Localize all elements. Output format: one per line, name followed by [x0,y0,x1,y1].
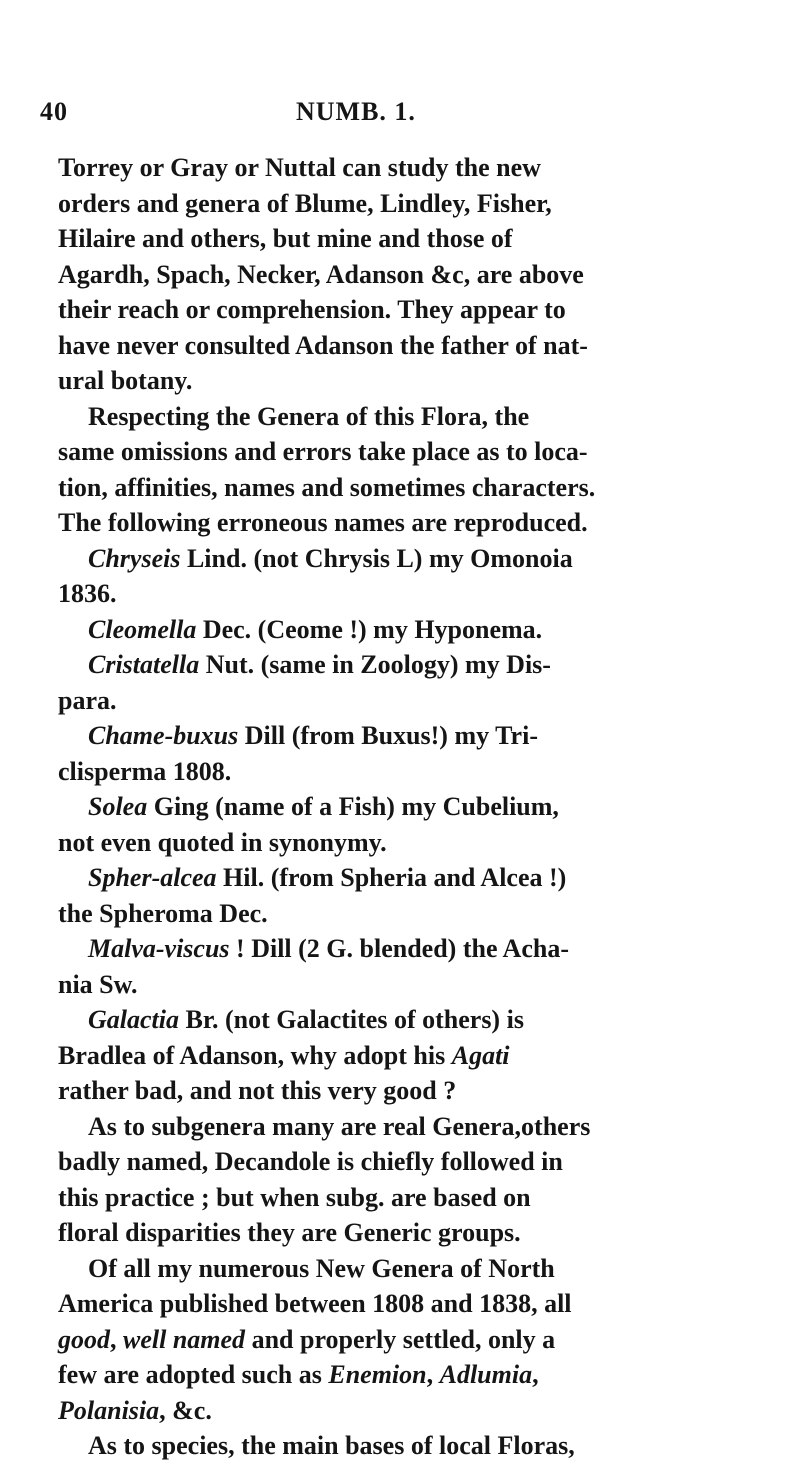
text-line [58,1109,718,1145]
text-segment: have never consulted Adanson the father of nat- [58,330,588,360]
text-line [58,931,718,967]
text-line [58,1180,718,1216]
text-segment: , [110,1324,123,1354]
text-line [58,1428,718,1464]
text-segment: orders and genera of Blume, Lindley, Fisher, [58,188,552,218]
text-segment: Lind. (not Chrysis L) my Omonoia [180,543,573,573]
italic-text: Cleomella [88,614,197,644]
italic-text: Chryseis [88,543,181,573]
italic-text: Galactia [88,1005,179,1034]
text-segment: Hilaire and others, but mine and those of [58,224,513,253]
italic-text: well named [123,1324,246,1354]
text-line [58,789,718,825]
text-line [58,683,718,719]
text-line [58,541,718,577]
text-line [58,505,718,541]
text-segment: not even quoted in synonymy. [58,827,387,857]
text-segment: 1836. [58,579,117,608]
italic-text: Chame-buxus [88,721,239,750]
text-line [58,1215,718,1251]
italic-text: Enemion [328,1360,427,1389]
text-line [58,825,718,861]
text-line [58,328,718,364]
italic-text: Adlumia [439,1360,533,1389]
text-segment: clisperma 1808. [58,756,232,786]
text-segment: tion, affinities, names and sometimes characters. [58,472,596,502]
text-segment: Dec. (Ceome !) my Hyponema. [196,614,543,644]
text-line [58,1144,718,1180]
text-segment: Dill (from Buxus!) my Tri- [238,721,538,750]
text-line [58,1286,718,1322]
text-segment: same omissions and errors take place as to loca- [58,437,588,466]
text-segment: ural botany. [58,366,193,395]
italic-text: Malva-viscus [88,934,230,963]
text-line [58,1322,718,1358]
text-segment: Br. (not Galactites of others) is [179,1005,524,1034]
text-segment: America published between 1808 and 1838, all [58,1289,572,1318]
text-line [58,1002,718,1038]
text-segment: As to species, the main bases of local Floras, [88,1431,575,1460]
text-line [58,434,718,470]
text-segment: and properly settled, only a [245,1324,556,1354]
text-line [58,1393,718,1429]
text-segment: ! Dill (2 G. blended) the Acha- [229,934,569,963]
text-line [58,221,718,257]
text-segment: this practice ; but when subg. are based on [58,1182,531,1212]
text-line [58,1073,718,1109]
text-line [58,150,718,186]
text-line [58,257,718,293]
text-line [58,967,718,1003]
text-line [58,718,718,754]
text-segment: few are adopted such as [58,1360,329,1389]
text-segment: Nut. (same in Zoology) my Dis- [199,650,551,679]
text-line [58,896,718,932]
text-segment: The following erroneous names are reproduced. [58,508,588,537]
text-segment: Agardh, Spach, Necker, Adanson &c, are above [58,259,584,289]
italic-text: Cristatella [88,650,200,679]
text-segment: rather bad, and not this very good ? [58,1076,457,1105]
text-line [58,860,718,896]
text-line [58,399,718,435]
text-segment: Hil. (from Spheria and Alcea !) [216,863,567,892]
text-segment: floral disparities they are Generic groups. [58,1218,521,1247]
text-segment: para. [58,685,117,715]
italic-text: Spher-alcea [88,863,217,892]
text-line [58,647,718,683]
text-line [58,612,718,648]
text-segment: nia Sw. [58,969,138,999]
text-segment: , &c. [159,1395,212,1425]
text-segment: the Spheroma Dec. [58,898,268,928]
text-segment: badly named, Decandole is chiefly followed in [58,1147,563,1176]
text-line [58,186,718,222]
page-number: 40 [40,97,68,126]
text-line [58,1038,718,1074]
text-segment: Torrey or Gray or Nuttal can study the new [58,153,541,182]
body-text [58,150,718,1464]
text-segment: As to subgenera many are real Genera,others [88,1111,591,1141]
text-line [58,1357,718,1393]
text-segment: Bradlea of Adanson, why adopt his [58,1040,452,1070]
text-line [58,1251,718,1287]
text-line [58,576,718,612]
text-segment: Respecting the Genera of this Flora, the [88,401,530,431]
text-segment: , [426,1360,440,1389]
italic-text: Agati [451,1040,510,1070]
text-line [58,363,718,399]
italic-text: Solea [88,792,148,821]
text-line [58,292,718,328]
text-segment: , [532,1360,539,1389]
text-line [58,754,718,790]
italic-text: Polanisia [58,1395,160,1425]
italic-text: good [58,1324,110,1354]
text-line [58,470,718,506]
running-title: NUMB. 1. [296,97,416,126]
text-segment: their reach or comprehension. They appear to [58,295,566,324]
text-segment: Ging (name of a Fish) my Cubelium, [147,792,559,821]
text-segment: Of all my numerous New Genera of North [88,1253,555,1283]
